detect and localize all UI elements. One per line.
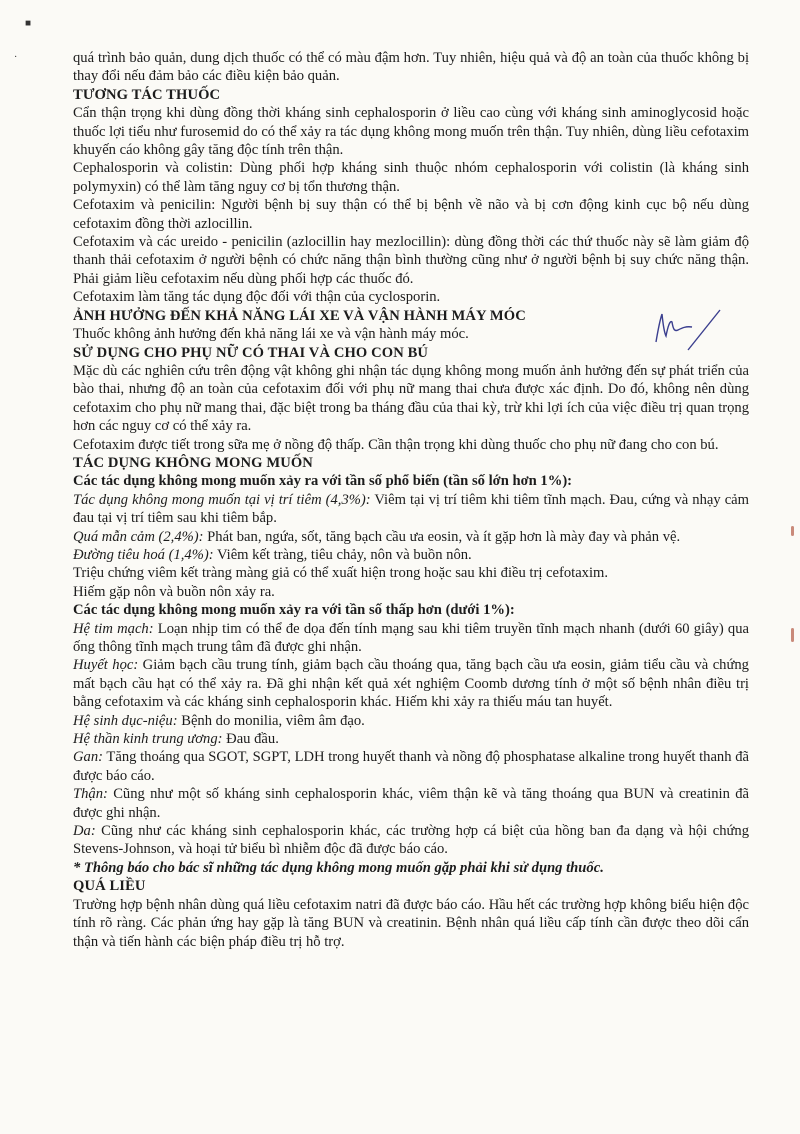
corner-mark: ■ (25, 18, 32, 29)
subsection-heading (73, 472, 749, 490)
paragraph-text: Các tác dụng không mong muốn xảy ra với tần số thấp hơn (dưới 1%): (73, 602, 515, 619)
edge-mark-2 (791, 628, 794, 642)
body-paragraph (73, 159, 749, 196)
paragraph-text: Đau đầu. (222, 731, 279, 748)
body-paragraph (73, 104, 749, 159)
paragraph-text: Thuốc không ảnh hưởng đến khả năng lái xe và vận hành máy móc. (73, 326, 469, 343)
body-paragraph (73, 528, 749, 546)
body-paragraph (73, 656, 749, 711)
paragraph-text: Cefotaxim và penicilin: Người bệnh bị suy thận có thể bị bệnh về não và bị cơn động kinh cục bộ nếu dùng cefotaxim đồng thời azlocillin. (73, 197, 749, 232)
paragraph-text: Cephalosporin và colistin: Dùng phối hợp kháng sinh thuộc nhóm cephalosporin với colistin (là kháng sinh polymyxin) có thể làm tăng nguy cơ bị tổn thương thận. (73, 160, 749, 195)
paragraph-lead: Quá mẫn cảm (2,4%): (73, 528, 204, 545)
body-paragraph (73, 325, 749, 343)
corner-dot: · (14, 52, 18, 63)
paragraph-text: Triệu chứng viêm kết tràng màng giả có thể xuất hiện trong hoặc sau khi điều trị cefotaxim. (73, 565, 609, 582)
paragraph-text: SỬ DỤNG CHO PHỤ NỮ CÓ THAI VÀ CHO CON BÚ (73, 344, 429, 361)
paragraph-lead: Da: (73, 823, 96, 840)
paragraph-lead: Huyết học: (73, 657, 139, 674)
section-heading (73, 86, 749, 104)
paragraph-text: Cũng như các kháng sinh cephalosporin khác, các trường hợp cá biệt của hồng ban đa dạng và hội chứng Stevens-Johnson, và hoại tử biểu bì nhiễm độc đã được báo cáo. (73, 823, 749, 858)
paragraph-text: Bệnh do monilia, viêm âm đạo. (177, 712, 365, 729)
paragraph-lead: Đường tiêu hoá (1,4%): (73, 546, 214, 563)
subsection-heading (73, 601, 749, 619)
body-paragraph (73, 730, 749, 748)
paragraph-text: Phát ban, ngứa, sốt, tăng bạch cầu ưa eosin, và ít gặp hơn là mày đay và phản vệ. (203, 528, 681, 545)
body-paragraph (73, 785, 749, 822)
body-paragraph (73, 196, 749, 233)
body-paragraph (73, 822, 749, 859)
paragraph-text: Cũng như một số kháng sinh cephalosporin khác, viêm thận kẽ và tăng thoáng qua BUN và creatinin đã được ghi nhận. (73, 786, 749, 821)
paragraph-text: Cefotaxim làm tăng tác dụng độc đối với thận của cyclosporin. (73, 289, 441, 306)
section-heading (73, 454, 749, 472)
paragraph-text: Viêm kết tràng, tiêu chảy, nôn và buồn nôn. (213, 546, 472, 563)
body-paragraph (73, 288, 749, 306)
section-heading (73, 307, 749, 325)
paragraph-lead: Thận: (73, 786, 108, 803)
paragraph-text: Các tác dụng không mong muốn xảy ra với tần số phổ biến (tần số lớn hơn 1%): (73, 473, 573, 490)
body-paragraph (73, 362, 749, 436)
body-paragraph (73, 564, 749, 582)
note-text (73, 859, 749, 877)
body-paragraph (73, 896, 749, 951)
paragraph-lead: Hệ thần kinh trung ương: (73, 731, 223, 748)
paragraph-lead: Gan: (73, 749, 103, 766)
paragraph-text: Cẩn thận trọng khi dùng đồng thời kháng sinh cephalosporin ở liều cao cùng với kháng sinh aminoglycosid hoặc thuốc lợi tiểu như furosemid do có thể xảy ra tác dụng không mong muốn trên thận. Tuy nhiên, dùng liều cefotaxim khuyến cáo không gây tăng độc tính trên thận. (73, 105, 749, 159)
paragraph-text: Giảm bạch cầu trung tính, giảm bạch cầu thoáng qua, tăng bạch cầu ưa eosin, giảm tiểu cầu và chứng mất bạch cầu hạt có thể xảy ra. Đã ghi nhận kết quả xét nghiệm Coomb dương tính ở một số bệnh nhân điều trị bằng cefotaxim và các kháng sinh cephalosporin khác. Hiếm khi xảy ra thiếu máu tan huyết. (73, 657, 749, 711)
paragraph-text: * Thông báo cho bác sĩ những tác dụng không mong muốn gặp phải khi sử dụng thuốc. (73, 859, 604, 876)
paragraph-text: quá trình bảo quản, dung dịch thuốc có thể có màu đậm hơn. Tuy nhiên, hiệu quả và độ an toàn của thuốc không bị thay đổi nếu đảm bảo các điều kiện bảo quản. (73, 50, 749, 85)
section-heading (73, 344, 749, 362)
body-paragraph (73, 49, 749, 86)
body-paragraph (73, 546, 749, 564)
paragraph-text: QUÁ LIỀU (73, 878, 146, 895)
paragraph-text: TÁC DỤNG KHÔNG MONG MUỐN (73, 454, 313, 471)
paragraph-text: Tăng thoáng qua SGOT, SGPT, LDH trong huyết thanh và nồng độ phosphatase alkaline trong huyết thanh đã được báo cáo. (73, 749, 749, 784)
paragraph-text: Cefotaxim được tiết trong sữa mẹ ở nồng độ thấp. Cần thận trọng khi dùng thuốc cho phụ nữ đang cho con bú. (73, 436, 719, 453)
paragraph-text: Mặc dù các nghiên cứu trên động vật không ghi nhận tác dụng không mong muốn ảnh hưởng đến sự phát triển của bào thai, nhưng độ an toàn của cefotaxim đối với phụ nữ mang thai chưa được xác định. Do đó, không nên dùng cefotaxim cho phụ nữ mang thai, đặc biệt trong ba tháng đầu của thai kỳ, trừ khi lợi ích của việc điều trị quan trọng hơn các nguy cơ có thể xảy ra. (73, 362, 749, 435)
document-body (73, 49, 749, 951)
paragraph-text: Loạn nhịp tim có thể đe dọa đến tính mạng sau khi tiêm truyền tĩnh mạch nhanh (dưới 60 giây) qua ống thông tĩnh mạch trung tâm đã được ghi nhận. (73, 620, 749, 655)
paragraph-text: TƯƠNG TÁC THUỐC (73, 86, 221, 103)
paragraph-text: Viêm tại vị trí tiêm khi tiêm tĩnh mạch. Đau, cứng và nhạy cảm đau tại vị trí tiêm sau khi tiêm bắp. (73, 491, 749, 527)
section-heading (73, 877, 749, 895)
body-paragraph (73, 583, 749, 601)
paragraph-lead: Tác dụng không mong muốn tại vị trí tiêm (4,3%): (73, 491, 371, 508)
body-paragraph (73, 620, 749, 657)
body-paragraph (73, 491, 749, 528)
body-paragraph (73, 748, 749, 785)
edge-mark-1 (791, 526, 794, 536)
paragraph-lead: Hệ sinh dục-niệu: (73, 712, 178, 729)
body-paragraph (73, 233, 749, 288)
paragraph-text: Hiếm gặp nôn và buồn nôn xảy ra. (73, 583, 275, 600)
paragraph-text: Cefotaxim và các ureido - penicilin (azlocillin hay mezlocillin): dùng đồng thời các thứ thuốc này sẽ làm giảm độ thanh thải cefotaxim ở người bệnh có chức năng thận bình thường cũng như ở người bệnh bị suy chức năng thận. Phải giảm liều cefotaxim nếu dùng phối hợp các thuốc đó. (73, 234, 749, 287)
paragraph-lead: Hệ tim mạch: (73, 620, 154, 637)
paragraph-text: Trường hợp bệnh nhân dùng quá liều cefotaxim natri đã được báo cáo. Hầu hết các trường hợp không biểu hiện độc tính rõ ràng. Các phản ứng hay gặp là tăng BUN và creatinin. Bệnh nhân quá liều cấp tính cần được theo dõi cẩn thận và tiến hành các biện pháp điều trị hỗ trợ. (73, 896, 749, 950)
body-paragraph (73, 436, 749, 454)
paragraph-text: ẢNH HƯỞNG ĐẾN KHẢ NĂNG LÁI XE VÀ VẬN HÀNH MÁY MÓC (73, 307, 526, 324)
body-paragraph (73, 712, 749, 730)
